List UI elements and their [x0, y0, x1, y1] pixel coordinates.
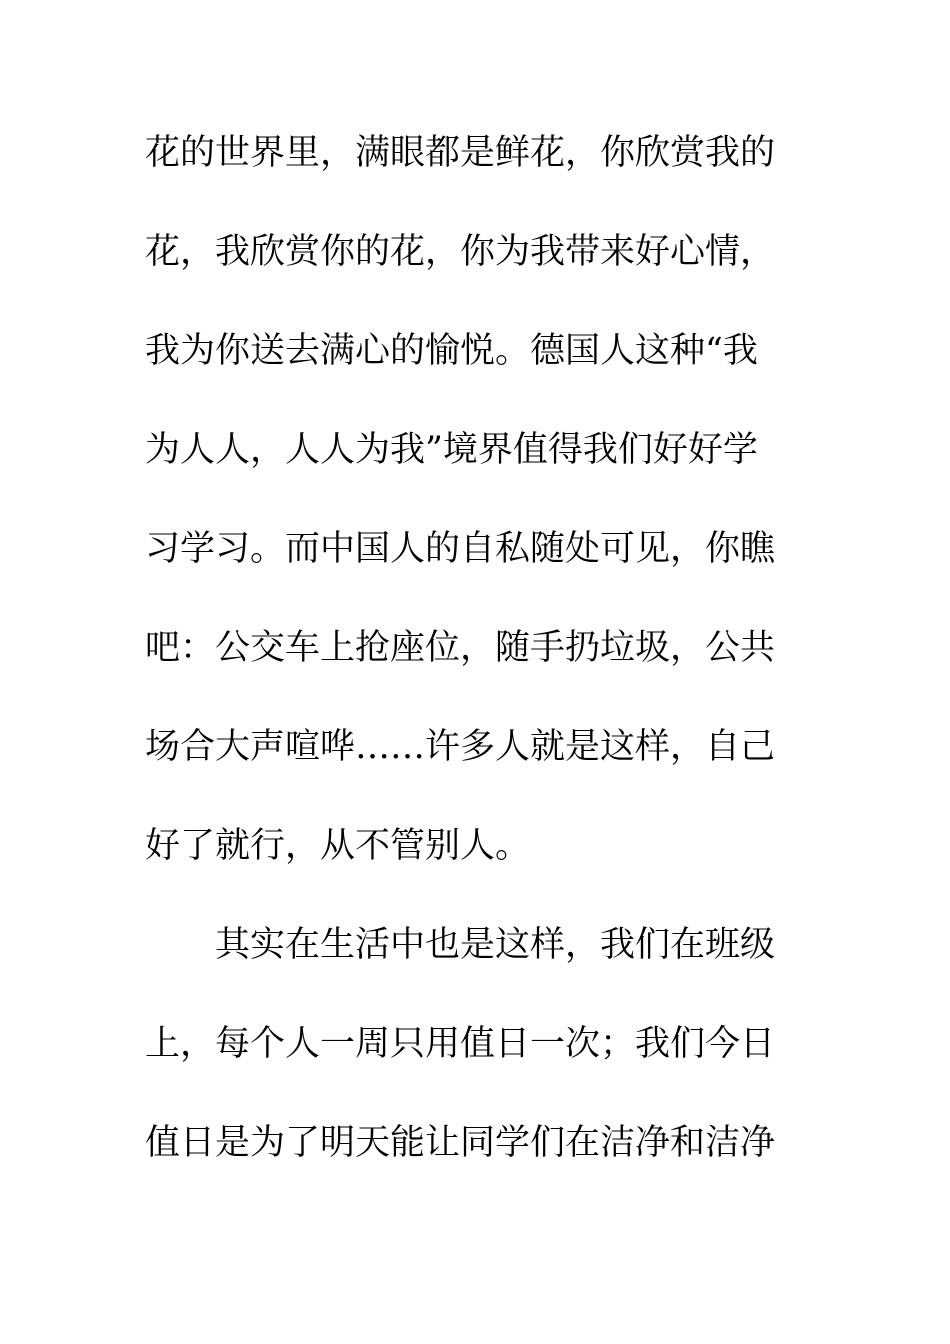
- text-line-10: 上，每个人一周只用值日一次；我们今日: [145, 1024, 776, 1064]
- text-line-8: 好了就行，从不管别人。: [145, 826, 531, 866]
- text-line-1: 花的世界里，满眼都是鲜花，你欣赏我的: [145, 133, 776, 173]
- text-line-4: 为人人，人人为我”境界值得我们好好学: [145, 430, 758, 470]
- text-line-3: 我为你送去满心的愉悦。德国人这种“我: [145, 331, 758, 371]
- paragraph-start-line: 其实在生活中也是这样，我们在班级: [215, 925, 776, 965]
- text-line-2: 花，我欣赏你的花，你为我带来好心情，: [145, 232, 776, 272]
- text-line-5: 习学习。而中国人的自私随处可见，你瞧: [145, 529, 776, 569]
- text-line-6: 吧：公交车上抢座位，随手扔垃圾，公共: [145, 628, 776, 668]
- text-line-11: 值日是为了明天能让同学们在洁净和洁净: [145, 1123, 776, 1163]
- text-line-7: 场合大声喧哗……许多人就是这样，自己: [145, 727, 776, 767]
